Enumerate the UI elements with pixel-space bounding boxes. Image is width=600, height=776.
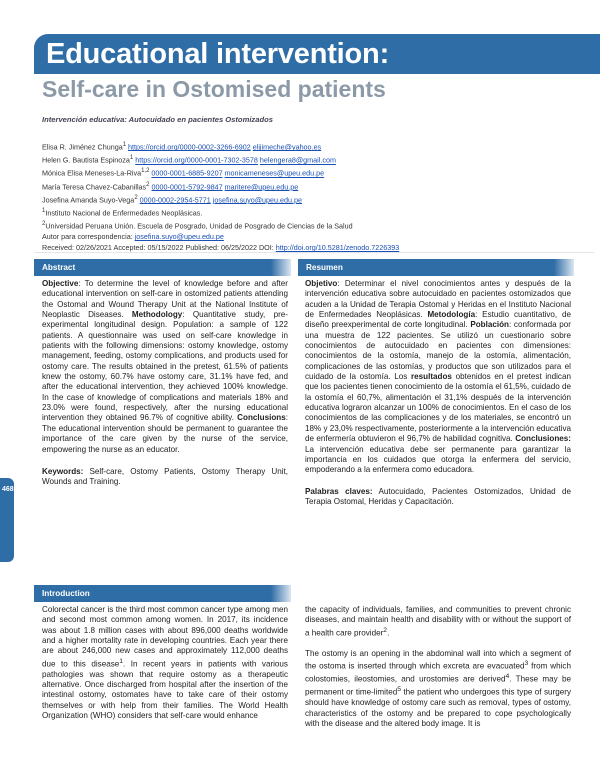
email-link[interactable]: helengera8@gmail.com: [259, 155, 336, 165]
abstract-heading: Abstract: [34, 259, 291, 276]
affiliation-1: $^1$Instituto Nacional de Enfermedades Neoplásicas.: [42, 207, 203, 218]
resumen-body: [305, 279, 571, 507]
author-block: [42, 140, 582, 254]
introduction-heading: Introduction: [34, 585, 291, 602]
author-name: Elisa R. Jiménez Chunga: [42, 142, 123, 152]
author-line: Josefina Amanda Suyo-Vega$^2$ 0000-0002-2954-5771 josefina.suyo@upeu.edu.pe: [42, 194, 303, 205]
doi-link[interactable]: http://doi.org/10.5281/zenodo.7226393: [275, 243, 400, 253]
introduction-right-column: [305, 605, 571, 729]
page-number: 468: [2, 486, 14, 493]
spanish-subtitle: Intervención educativa: Autocuidado en pacientes Ostomizados: [42, 115, 273, 124]
email-link[interactable]: monicameneses@upeu.edu.pe: [224, 168, 325, 178]
abstract-body: [42, 279, 288, 488]
email-link[interactable]: maritere@upeu.edu.pe: [224, 181, 299, 191]
author-name: María Teresa Chavez-Cabanillas: [42, 181, 147, 191]
author-name: Mónica Elisa Meneses-La-Riva: [42, 168, 142, 178]
orcid-link[interactable]: 0000-0002-2954-5771: [139, 195, 211, 205]
header-divider: [34, 252, 594, 253]
orcid-link[interactable]: https://orcid.org/0000-0001-7302-3578: [135, 155, 258, 165]
orcid-link[interactable]: 0000-0001-5792-9847: [151, 181, 223, 191]
palabras-claves: Palabras claves: Autocuidado, Pacientes Ostomizados, Unidad de Terapia Ostomal, Heridas y Capacitación.: [305, 486, 571, 506]
article-subtitle: Self-care in Ostomised patients: [42, 76, 386, 102]
correspondence: Autor para correspondencia: josefina.suyo@upeu.edu.pe: [42, 232, 224, 242]
abstract-paragraph: Objective: To determine the level of knowledge before and after educational intervention on self-care in ostomized patients attending the Ostomal and Wound Therapy Unit at the National Institute of Neoplastic Diseases. Methodology: Quantitative study, pre-experimental longitudinal design. Population: a sample of 122 patients. A questionnaire was used on self-care knowledge in patients with the following dimensions: ostomy knowledge, ostomy management, feeding, ostomy complications, and products used for ostomy care. The results obtained in the pretest, 61.5% of patients knew the ostomy, 60.7% have ostomy care, 31.1% have fed, and after the educational intervention, they achieved 100% knowledge. In the case of knowledge of complications and materials 18% and 23.0% were found, respectively, after the nursing educational intervention they obtained 96.7% of cognitive ability. Conclusions: The educational intervention should be permanent to guarantee the importance of the care given by the nurse of the service, empowering the nurse as an educator.: [42, 279, 288, 454]
orcid-link[interactable]: 0000-0001-6885-9207: [151, 168, 223, 178]
orcid-link[interactable]: https://orcid.org/0000-0002-3266-6902: [128, 142, 251, 152]
title-banner: [34, 34, 600, 74]
introduction-left-column: [42, 605, 288, 721]
affiliation-2: $^2$Universidad Peruana Unión. Escuela de Posgrado, Unidad de Posgrado de Ciencias de la Salud: [42, 221, 353, 231]
correspondence-email-link[interactable]: josefina.suyo@upeu.edu.pe: [134, 232, 224, 242]
author-line: Mónica Elisa Meneses-La-Riva$^{1,2}$ 0000-0001-6885-9207 monicameneses@upeu.edu.pe: [42, 168, 325, 178]
email-link[interactable]: elijimeche@yahoo.es: [252, 142, 322, 152]
article-title: Educational intervention:: [46, 38, 390, 70]
author-name: Josefina Amanda Suyo-Vega: [42, 195, 135, 205]
author-line: María Teresa Chavez-Cabanillas$^2$ 0000-0001-5792-9847 maritere@upeu.edu.pe: [42, 181, 299, 191]
email-link[interactable]: josefina.suyo@upeu.edu.pe: [212, 195, 303, 205]
resumen-paragraph: Objetivo: Determinar el nivel conocimientos antes y después de la intervención educativa sobre autocuidado en pacientes ostomizados que acuden a la Unidad de Terapia Ostomal y Heridas en el Instituto Nacional de Enfermedades Neoplásicas. Metodología: Estudio cuantitativo, de diseño preexperimental de corte longitudinal. Población: conformada por una muestra de 122 pacientes. Se utilizó un cuestionario sobre conocimientos de autocuidado en pacientes con dimensiones: conocimientos de la ostomía, manejo de la ostomía, alimentación, complicaciones de las ostomías, y productos que son utilizados para el cuidado de la ostomía. Los resultados obtenidos en el pretest indican que los pacientes tienen conocimiento de la ostomía el 61,5%, cuidado de la ostomía el 60,7%, alimentación el 31,1% después de la intervención educativa lograron alcanzar un 100% de conocimientos. En el caso de los conocimientos de las complicaciones y de los materiales, se encontró un 18% y 23,0% respectivamente, posteriormente a la intervención educativa de enfermería obtuvieron el 96,7% de habilidad cognitiva. Conclusiones: La intervención educativa debe ser permanente para garantizar la importancia en los cuidados que otorga la enfermera del servicio, empoderando a la enfermera como educadora.: [305, 279, 572, 475]
intro-paragraph: Colorectal cancer is the third most common cancer type among men and second most common among women. In 2017, its incidence was about 1.8 million cases with about 896,000 deaths worldwide and a higher mortality rate in developing countries. Each year there are about 246,000 new cases and approximately 112,000 deaths due to this disease$^1$. In recent years in patients with various pathologies was shown that require ostomy as a therapeutic alternative. Once discharged from hospital after the insertion of the intestinal ostomy, ostomates have to take care of their ostomy themselves or with help from their families. The World Health Organization (WHO) considers that self-care would enhance: [42, 605, 288, 721]
resumen-heading: Resumen: [298, 259, 574, 276]
author-name: Helen G. Bautista Espinoza: [42, 155, 130, 165]
intro-paragraph: The ostomy is an opening in the abdominal wall into which a segment of the ostoma is inserted through which excreta are evacuated$^3$ from which colostomies, ileostomies, and urostomies are derived$^4$. These may be permanent or time-limited$^5$ the patient who undergoes this type of surgery should have knowledge of ostomy care such as removal, types of ostomy, characteristics of the ostomy and be prepared to cope psychologically with the disease and the altered body image. It is: [305, 648, 571, 728]
author-line: Helen G. Bautista Espinoza$^1$ https://orcid.org/0000-0001-7302-3578 helengera8@gmail.com: [42, 155, 336, 165]
dates-doi: Received: 02/26/2021 Accepted: 05/15/2022 Published: 06/25/2022 DOI: http://doi.org/10.5281/zenodo.7226393: [42, 243, 400, 253]
author-line: Elisa R. Jiménez Chunga$^1$ https://orcid.org/0000-0002-3266-6902 elijimeche@yahoo.es: [42, 142, 322, 152]
keywords: Keywords: Self-care, Ostomy Patients, Ostomy Therapy Unit, Wounds and Training.: [42, 466, 288, 487]
intro-paragraph: the capacity of individuals, families, and communities to prevent chronic diseases, and maintain health and disability with or without the support of a health care provider$^2$.: [305, 605, 571, 638]
